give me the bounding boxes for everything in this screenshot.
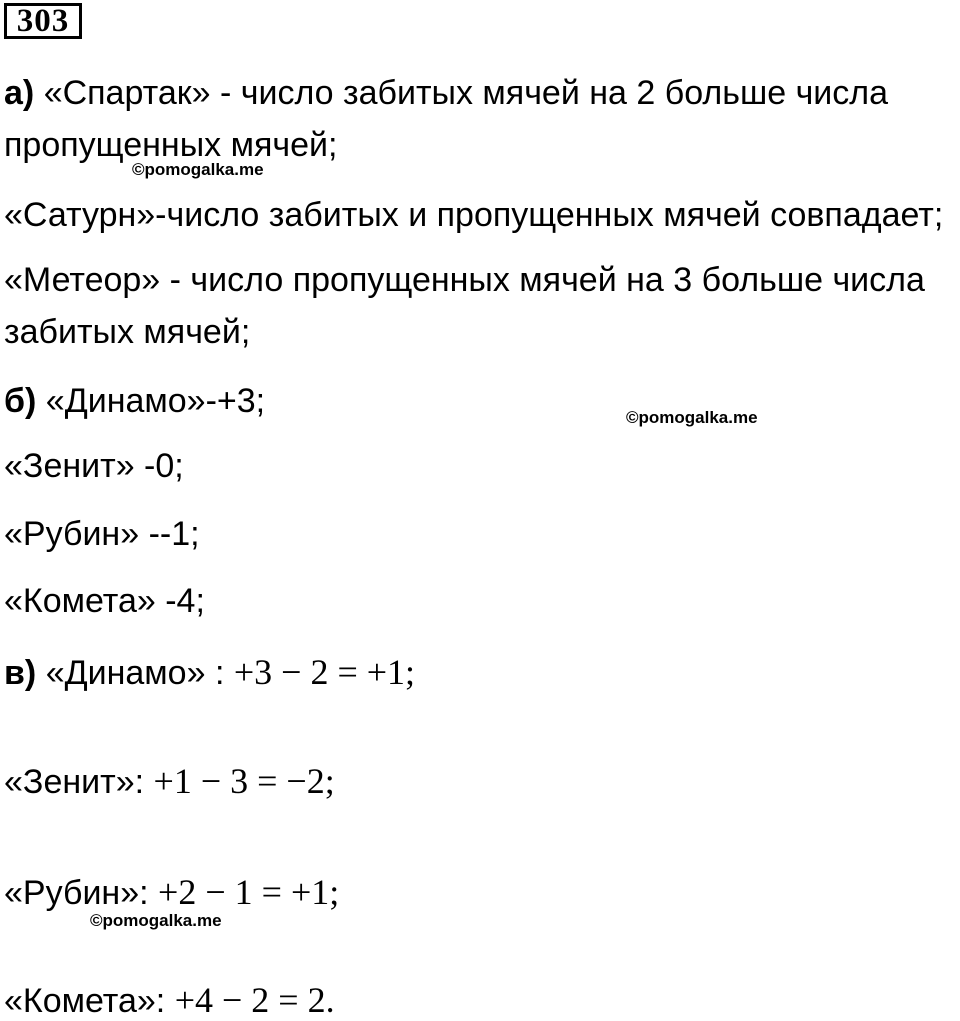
kometa-expression: +4 − 2 = 2. [174, 980, 335, 1020]
part-a-spartak-line1 [4, 73, 888, 113]
part-a-meteor-line1: «Метеор» - число пропущенных мячей на 3 больше числа [4, 261, 925, 299]
part-b-zenit: «Зенит» -0; [4, 447, 184, 485]
rubin-name: «Рубин»: [4, 874, 149, 912]
kometa-name: «Комета»: [4, 982, 166, 1020]
zenit-expression: +1 − 3 = −2; [153, 761, 335, 801]
zenit-name: «Зенит»: [4, 763, 145, 801]
watermark: ©pomogalka.me [626, 408, 758, 427]
watermark: ©pomogalka.me [90, 911, 222, 930]
part-a-spartak-line2: пропущенных мячей; [4, 126, 338, 164]
part-v-kometa [4, 980, 335, 1021]
part-v-zenit [4, 761, 335, 802]
part-b-rubin: «Рубин» --1; [4, 515, 200, 553]
part-b-kometa: «Комета» -4; [4, 582, 205, 620]
part-v-label: в) [4, 654, 37, 692]
spartak-text: «Спартак» - число забитых мячей на 2 больше числа [43, 74, 889, 112]
dinamo-expression: +3 − 2 = +1; [233, 652, 416, 692]
part-b-label: б) [4, 382, 37, 420]
problem-number: 303 [4, 3, 82, 39]
part-a-meteor-line2: забитых мячей; [4, 313, 251, 351]
part-b-dinamo [4, 381, 265, 421]
rubin-expression: +2 − 1 = +1; [158, 872, 340, 912]
dinamo-score: «Динамо»-+3; [45, 382, 266, 420]
part-v-rubin [4, 872, 339, 913]
dinamo-name: «Динамо» : [45, 654, 225, 692]
watermark: ©pomogalka.me [132, 160, 264, 179]
part-a-label: а) [4, 74, 35, 112]
part-a-saturn: «Сатурн»-число забитых и пропущенных мячей совпадает; [4, 196, 944, 234]
part-v-dinamo [4, 652, 415, 693]
